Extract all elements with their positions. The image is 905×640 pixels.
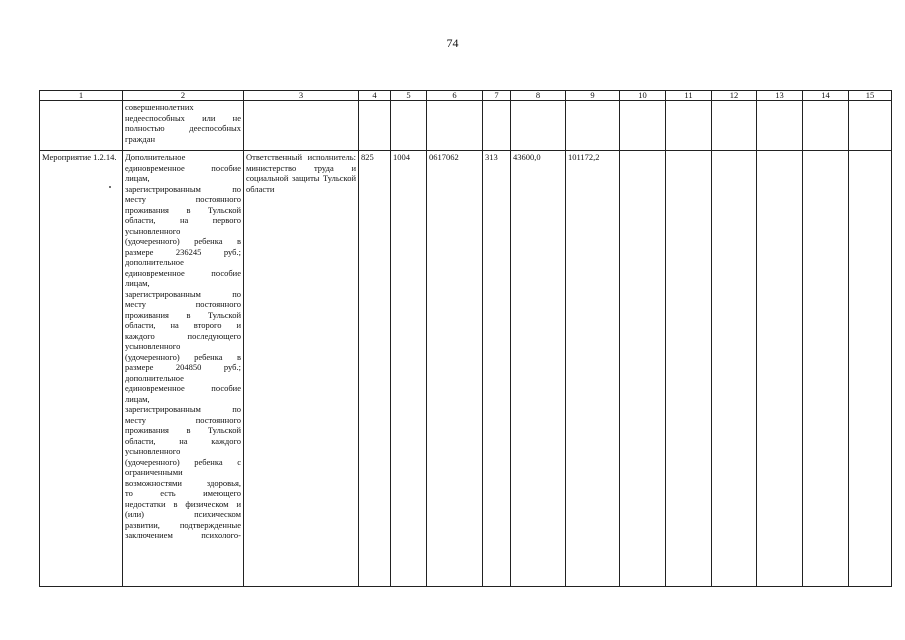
continued-description-cell	[123, 101, 244, 151]
text-line: месту постоянного	[125, 414, 241, 425]
table-cell	[803, 151, 849, 587]
column-header: 3	[244, 91, 359, 101]
code-313-cell: 313	[483, 151, 511, 587]
text-line: проживания в Тульской	[125, 204, 241, 215]
text-line: области, на первого	[125, 215, 241, 225]
amount-col8-cell: 43600,0	[511, 151, 566, 587]
column-header: 5	[391, 91, 427, 101]
code-0617062-cell: 0617062	[427, 151, 483, 587]
text-line: Дополнительное	[125, 152, 186, 162]
text-line: размере 236245 руб.;	[125, 246, 241, 257]
text-line: месту постоянного	[125, 299, 241, 309]
text-line: (или) психическом	[125, 509, 241, 519]
text-line: недееспособных или не	[125, 112, 241, 123]
table-cell	[849, 151, 892, 587]
text-line: единовременное пособие	[125, 162, 241, 173]
text-line: зарегистрированным по	[125, 404, 241, 414]
code-825-cell: 825	[359, 151, 391, 587]
measure-name-cell: Мероприятие 1.2.14.	[40, 151, 123, 587]
table-cell	[757, 101, 803, 151]
table-cell	[511, 101, 566, 151]
text-line: усыновленного	[125, 446, 181, 456]
table-cell	[40, 101, 123, 151]
text-line: лицам,	[125, 173, 150, 183]
table-cell	[427, 101, 483, 151]
column-header: 1	[40, 91, 123, 101]
table-cell	[244, 101, 359, 151]
table-cell	[712, 101, 757, 151]
column-header: 4	[359, 91, 391, 101]
amount-col9-cell: 101172,2	[566, 151, 620, 587]
text-line: проживания в Тульской	[125, 425, 241, 435]
program-table	[39, 90, 892, 587]
text-line: дополнительное	[125, 372, 184, 383]
table-cell	[620, 151, 666, 587]
text-line: граждан	[125, 133, 156, 144]
table-cell	[666, 151, 712, 587]
text-line: недостатки в физическом и	[125, 498, 241, 509]
scan-speck	[109, 186, 111, 188]
text-line: усыновленного	[125, 225, 181, 236]
text-line: возможностями здоровья,	[125, 477, 241, 488]
column-numbers-row	[40, 91, 892, 101]
measure-description-cell	[123, 151, 244, 587]
column-header: 11	[666, 91, 712, 101]
page-number: 74	[446, 36, 459, 50]
table-row-measure	[40, 151, 892, 587]
text-line: размере 204850 руб.;	[125, 362, 241, 372]
text-line: совершеннолетних	[125, 102, 194, 112]
text-line: области, на каждого	[125, 435, 241, 446]
text-line: развитии, подтвержденные	[125, 519, 241, 530]
text-line: (удочеренного) ребенка в	[125, 236, 241, 246]
column-header: 12	[712, 91, 757, 101]
table-cell	[359, 101, 391, 151]
text-line: каждого последующего	[125, 330, 241, 341]
text-line: месту постоянного	[125, 194, 241, 204]
table-cell	[849, 101, 892, 151]
text-line: области, на второго и	[125, 320, 241, 330]
text-line: (удочеренного) ребенка в	[125, 351, 241, 362]
column-header: 10	[620, 91, 666, 101]
text-line: то есть имеющего	[125, 488, 241, 498]
table-cell	[620, 101, 666, 151]
code-1004-cell: 1004	[391, 151, 427, 587]
column-header: 9	[566, 91, 620, 101]
table-cell	[712, 151, 757, 587]
text-line: проживания в Тульской	[125, 309, 241, 320]
column-header: 8	[511, 91, 566, 101]
column-header: 14	[803, 91, 849, 101]
column-header: 2	[123, 91, 244, 101]
table-cell	[757, 151, 803, 587]
text-line: зарегистрированным по	[125, 183, 241, 194]
table-cell	[391, 101, 427, 151]
text-line: единовременное пособие	[125, 267, 241, 278]
table-row-continued	[40, 101, 892, 151]
text-line: заключением психолого-	[125, 530, 241, 540]
column-header: 13	[757, 91, 803, 101]
column-header: 15	[849, 91, 892, 101]
text-line: лицам,	[125, 278, 150, 288]
column-header: 7	[483, 91, 511, 101]
table-cell	[666, 101, 712, 151]
text-line: единовременное пособие	[125, 383, 241, 393]
table-cell	[803, 101, 849, 151]
text-line: ограниченными	[125, 467, 183, 477]
text-line: дополнительное	[125, 257, 184, 267]
text-line: зарегистрированным по	[125, 288, 241, 299]
table-cell	[566, 101, 620, 151]
text-line: (удочеренного) ребенка с	[125, 456, 241, 467]
text-line: усыновленного	[125, 341, 181, 351]
column-header: 6	[427, 91, 483, 101]
text-line: полностью дееспособных	[125, 123, 241, 133]
text-line: лицам,	[125, 393, 150, 404]
table-cell	[483, 101, 511, 151]
executor-cell: Ответственный исполнитель: министерство труда и социальной защиты Тульской области	[244, 151, 359, 587]
